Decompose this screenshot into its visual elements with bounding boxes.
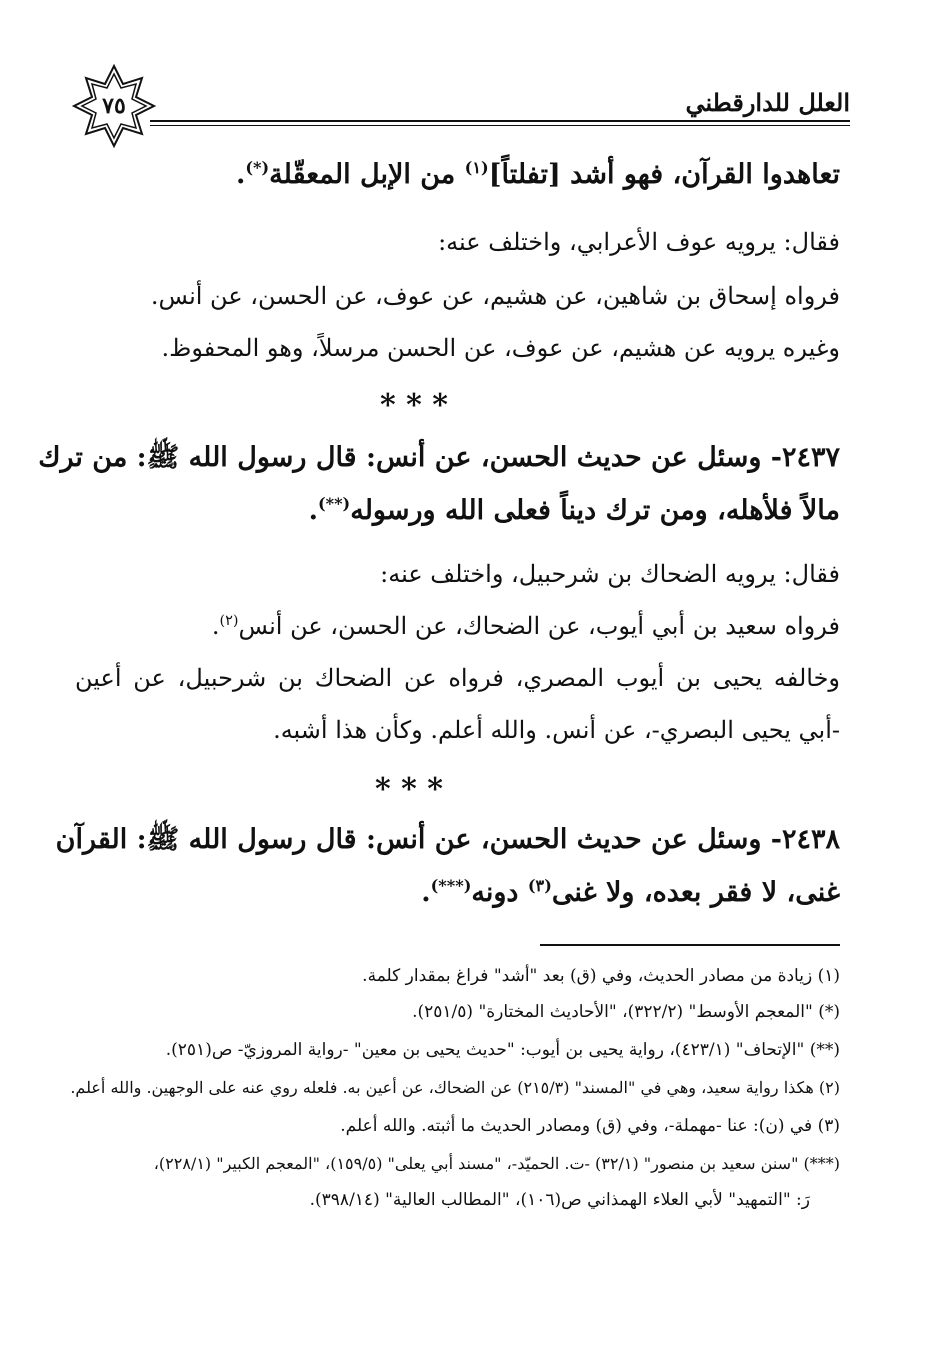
footnote-ref: (٣) bbox=[527, 876, 552, 895]
footnote: (**) "الإتحاف" (٤٢٣/١)، رواية يحيى بن أيوب: "حديث يحيى بن معين" -رواية المروزيّ- ص(٢٥١). bbox=[165, 1040, 840, 1060]
paragraph-line: فقال: يرويه عوف الأعرابي، واختلف عنه: bbox=[438, 228, 840, 256]
footnote-ref: (**) bbox=[317, 494, 351, 513]
footnote-ref: (***) bbox=[430, 876, 472, 895]
footnote-ref: (٢) bbox=[219, 613, 239, 629]
paragraph-line: وغيره يرويه عن هشيم، عن عوف، عن الحسن مرسلاً، وهو المحفوظ. bbox=[161, 334, 840, 362]
footnote: (***) "سنن سعيد بن منصور" (٣٢/١) -ت. الحميّد-، "مسند أبي يعلى" (١٥٩/٥)، "المعجم الكبير" (٢٢٨/١)، bbox=[153, 1154, 840, 1173]
entry-2438-heading: ٢٤٣٨- وسئل عن حديث الحسن، عن أنس: قال رسول الله ﷺ: القرآن bbox=[55, 824, 840, 855]
paragraph-line: فرواه إسحاق بن شاهين، عن هشيم، عن عوف، عن الحسن، عن أنس. bbox=[150, 282, 840, 310]
text-segment: . bbox=[421, 877, 431, 908]
section-separator: * * * bbox=[380, 388, 448, 423]
text-segment: دونه bbox=[471, 877, 528, 908]
footnote: (١) زيادة من مصادر الحديث، وفي (ق) بعد "أشد" فراغ بمقدار كلمة. bbox=[362, 966, 840, 986]
footnote-ref: (١) bbox=[464, 158, 489, 177]
text-segment: . bbox=[235, 159, 246, 190]
footnote: (٢) هكذا رواية سعيد، وهي في "المسند" (٢١٥/٣) عن الضحاك، عن أعين به. فلعله روي عنه على الوجهين. والله أعلم. bbox=[70, 1078, 840, 1097]
paragraph-line: -أبي يحيى البصري-، عن أنس. والله أعلم. وكأن هذا أشبه. bbox=[273, 716, 840, 744]
header-rule-thin bbox=[150, 125, 850, 126]
footnote-ref: (*) bbox=[245, 158, 270, 177]
footnote: رَ: "التمهيد" لأبي العلاء الهمذاني ص(١٠٦)، "المطالب العالية" (٣٩٨/١٤). bbox=[309, 1190, 810, 1210]
footnote-separator bbox=[540, 944, 840, 946]
entry-2438-heading-cont bbox=[421, 876, 840, 908]
running-header-title: العلل للدارقطني bbox=[685, 88, 850, 117]
section-separator: * * * bbox=[375, 772, 443, 807]
text-segment: مالاً فلأهله، ومن ترك ديناً فعلى الله ورسوله bbox=[350, 495, 840, 526]
entry-2437-heading-cont bbox=[309, 494, 840, 526]
paragraph-line: فقال: يرويه الضحاك بن شرحبيل، واختلف عنه: bbox=[380, 560, 840, 588]
footnote: (*) "المعجم الأوسط" (٣٢٢/٢)، "الأحاديث المختارة" (٢٥١/٥). bbox=[412, 1002, 840, 1022]
text-segment: غنى، لا فقر بعده، ولا غنى bbox=[551, 877, 840, 908]
footnote: (٣) في (ن): عنا -مهملة-، وفي (ق) ومصادر الحديث ما أثبته. والله أعلم. bbox=[340, 1116, 840, 1136]
hadith-continuation bbox=[236, 158, 840, 190]
text-segment: . bbox=[308, 495, 318, 526]
paragraph-line: وخالفه يحيى بن أيوب المصري، فرواه عن الضحاك بن شرحبيل، عن أعين bbox=[75, 664, 840, 692]
text-segment: من الإبل المعقّلة bbox=[269, 159, 465, 190]
text-segment: . bbox=[211, 612, 220, 640]
page-number: ٧٥ bbox=[102, 93, 126, 119]
paragraph-line bbox=[212, 612, 840, 640]
text-segment: فرواه سعيد بن أبي أيوب، عن الضحاك، عن الحسن، عن أنس bbox=[238, 612, 840, 640]
header-rule-thick bbox=[150, 120, 850, 122]
entry-2437-heading: ٢٤٣٧- وسئل عن حديث الحسن، عن أنس: قال رسول الله ﷺ: من ترك bbox=[38, 442, 840, 473]
text-segment: تعاهدوا القرآن، فهو أشد [تفلتاً] bbox=[488, 159, 840, 190]
